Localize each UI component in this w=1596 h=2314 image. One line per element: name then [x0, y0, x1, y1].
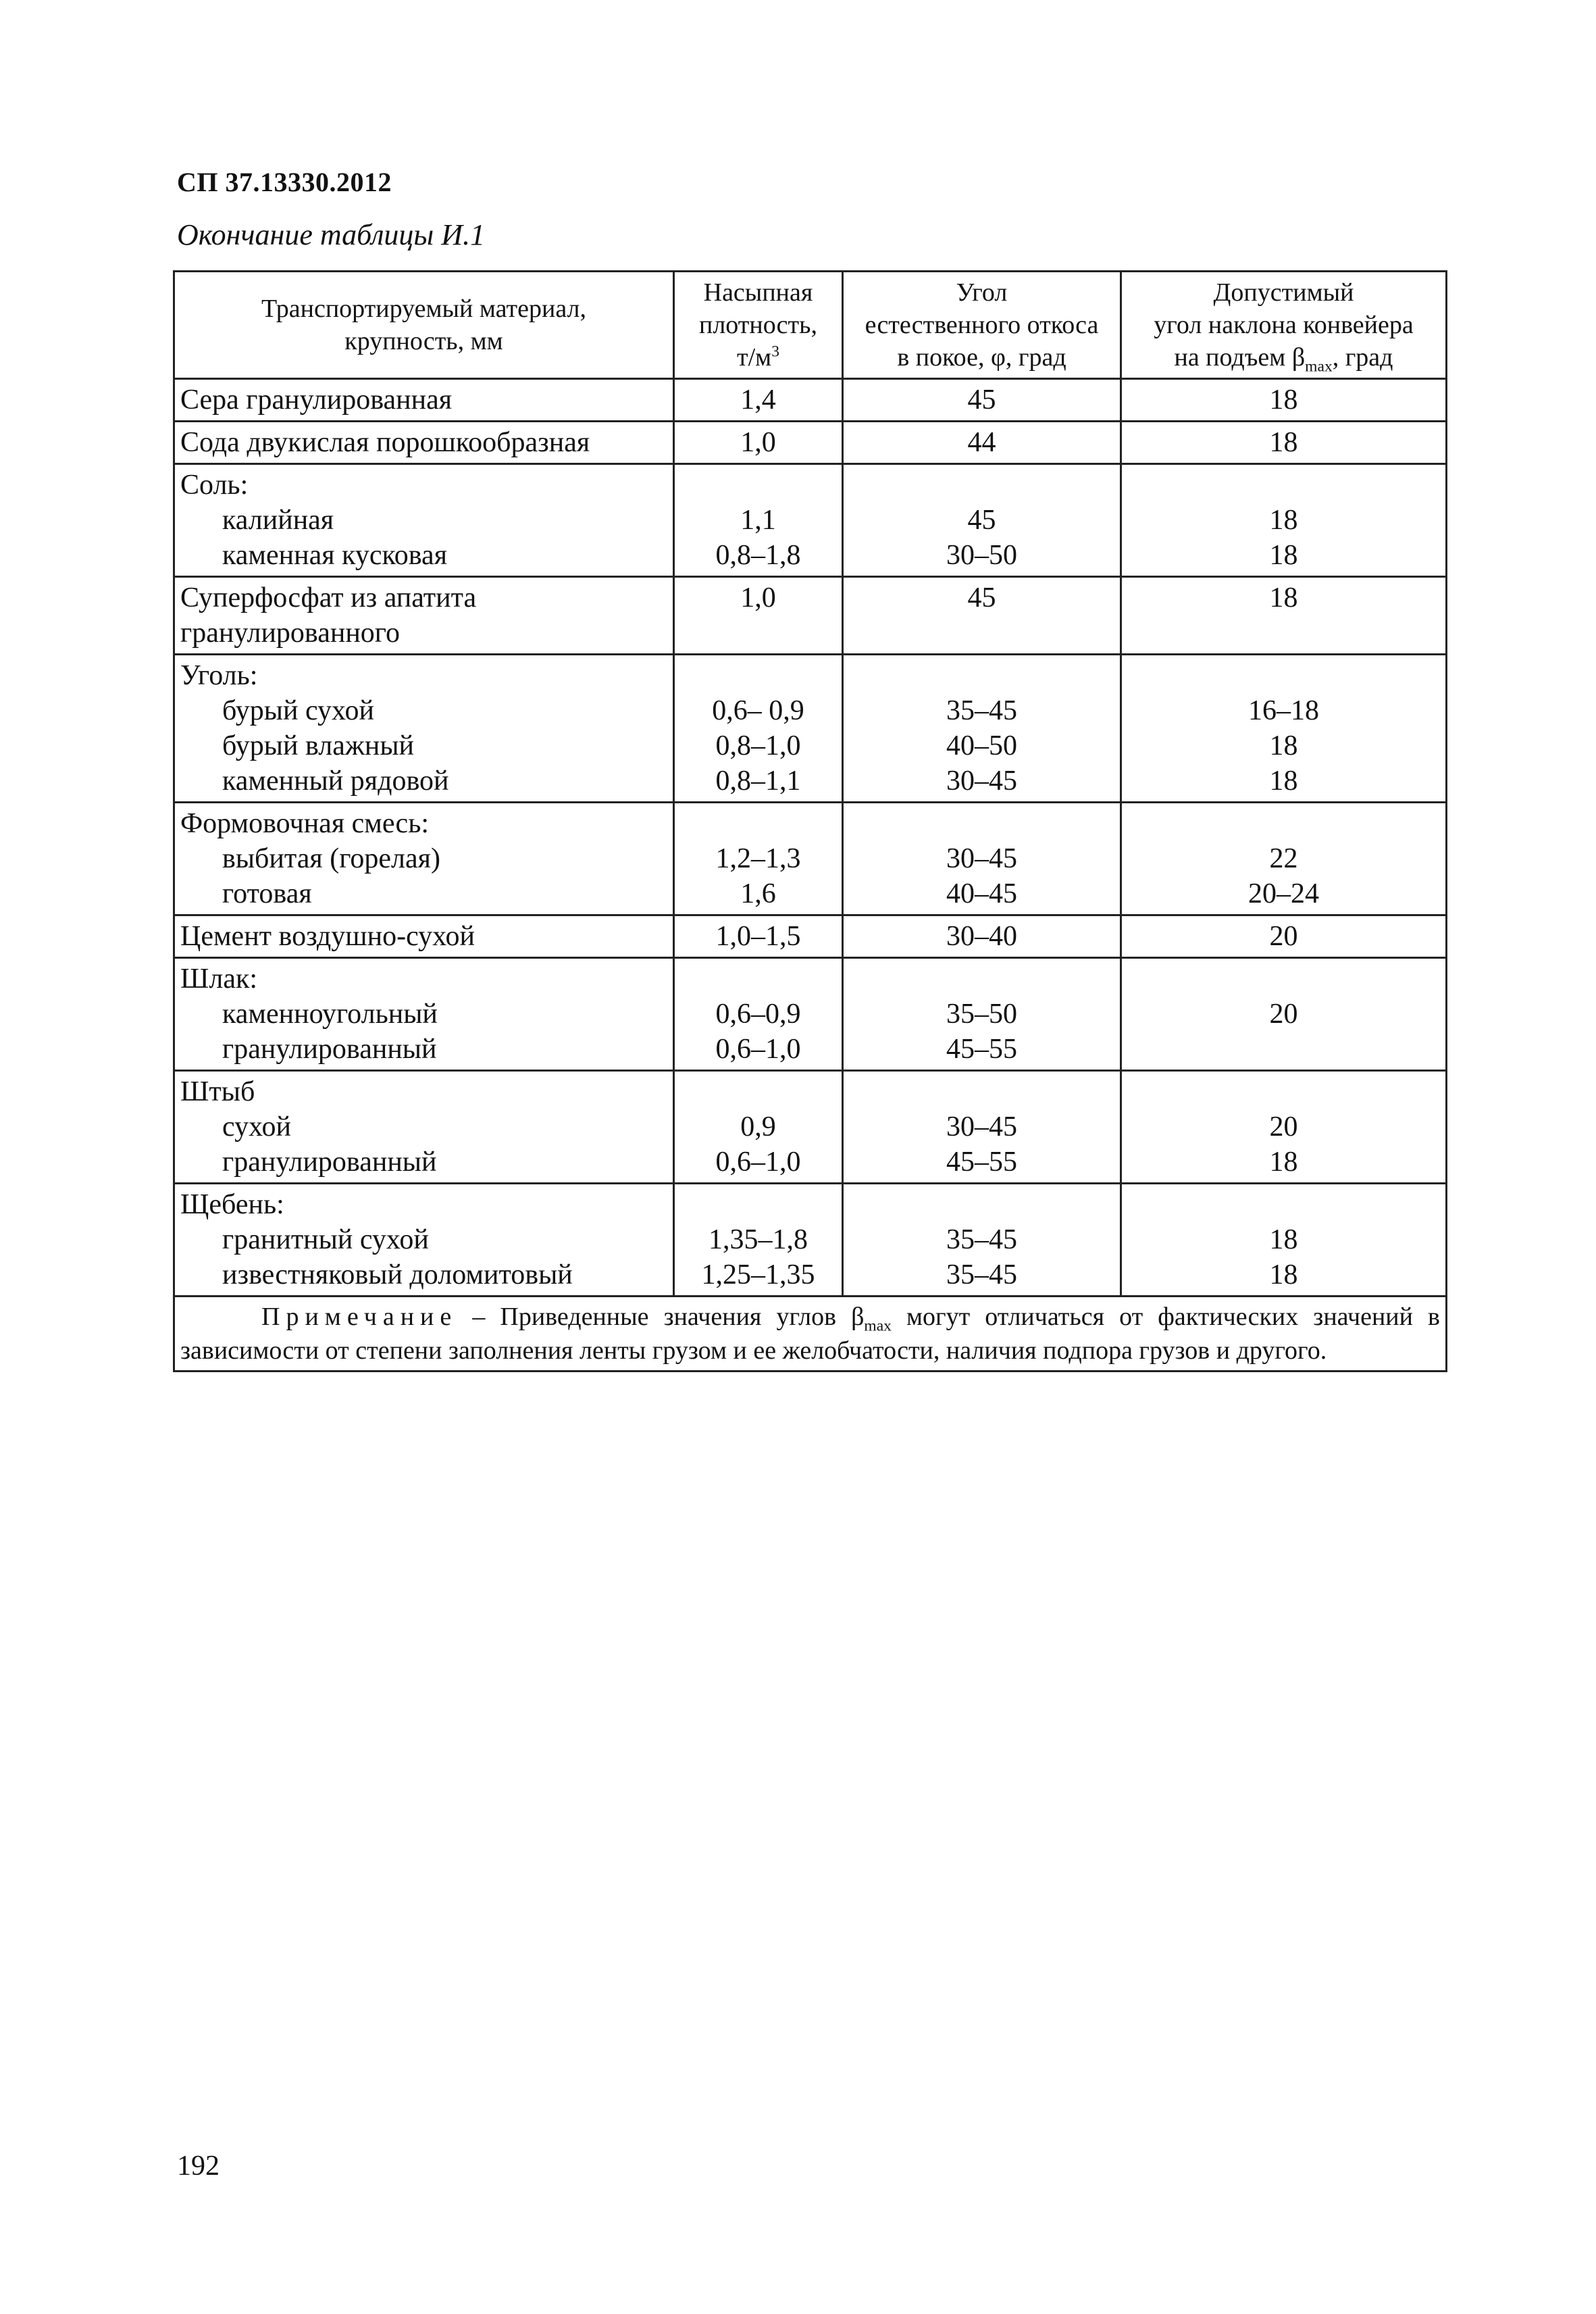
material-cell-line: каменноугольный: [222, 999, 438, 1030]
angle-cell-line: 35–50: [946, 999, 1017, 1030]
angle-cell-line: [849, 1187, 1114, 1222]
material-cell-line: Цемент воздушно-сухой: [180, 921, 475, 952]
material-cell: [174, 1071, 674, 1184]
table-row: [174, 577, 1447, 655]
angle-cell: [843, 958, 1121, 1071]
max-angle-cell-line: 18: [1269, 505, 1298, 536]
max-angle-cell-line: [1127, 961, 1440, 997]
table-row: [174, 1184, 1447, 1297]
max-angle-cell-line: [1127, 806, 1440, 841]
material-cell-line: гранулированного: [180, 618, 400, 649]
table-row: [174, 1071, 1447, 1184]
header-material-line: Транспортируемый материал,: [261, 295, 587, 323]
density-cell-line: 0,8–1,0: [715, 730, 801, 761]
material-cell: [174, 655, 674, 803]
angle-cell-line: 45: [967, 384, 996, 416]
max-angle-cell-line: 20: [1269, 999, 1298, 1030]
angle-cell: [843, 422, 1121, 464]
table-body: [174, 379, 1447, 1297]
table-header-row: [174, 272, 1447, 379]
header-density-line: плотность,: [699, 311, 817, 339]
material-cell-line: Штыб: [180, 1076, 255, 1107]
angle-cell-line: [849, 468, 1114, 503]
material-cell: [174, 577, 674, 655]
max-angle-cell: [1121, 464, 1447, 577]
angle-cell: [843, 379, 1121, 422]
material-cell-line: каменная кусковая: [222, 540, 448, 571]
angle-cell-line: 45–55: [946, 1147, 1017, 1178]
density-cell-line: 1,6: [740, 878, 776, 909]
header-material: [174, 272, 674, 379]
table-row: [174, 958, 1447, 1071]
density-cell-line: 0,8–1,8: [715, 540, 801, 571]
angle-cell-line: 35–45: [946, 1259, 1017, 1290]
material-cell-line: гранулированный: [222, 1034, 437, 1065]
material-cell-line: Суперфосфат из апатита: [180, 582, 477, 613]
density-cell-line: [680, 658, 836, 693]
angle-cell-line: 35–45: [946, 695, 1017, 726]
table-row: [174, 379, 1447, 422]
density-cell: [674, 379, 843, 422]
max-angle-cell-line: 18: [1269, 427, 1298, 458]
table-row: [174, 655, 1447, 803]
header-angle-line: в покое, φ, град: [897, 343, 1066, 372]
material-cell: [174, 1184, 674, 1297]
table-row: [174, 915, 1447, 958]
density-cell-line: [680, 1074, 836, 1109]
material-cell: [174, 464, 674, 577]
header-density-line: Насыпная: [703, 278, 813, 307]
max-angle-cell-line: [1127, 1074, 1440, 1109]
material-cell-line: Сера гранулированная: [180, 384, 453, 416]
header-density: [674, 272, 843, 379]
max-angle-cell: [1121, 915, 1447, 958]
max-angle-cell-line: 18: [1269, 384, 1298, 416]
material-cell-line: выбитая (горелая): [222, 843, 440, 874]
header-max-incline: [1121, 272, 1447, 379]
max-angle-cell-line: [1127, 615, 1440, 651]
max-angle-cell: [1121, 422, 1447, 464]
material-cell-line: Сода двукислая порошкообразная: [180, 427, 590, 458]
header-max-line: Допустимый: [1213, 278, 1354, 307]
material-cell: [174, 379, 674, 422]
angle-cell-line: 40–50: [946, 730, 1017, 761]
note-row: [174, 1297, 1447, 1372]
density-cell-line: 1,2–1,3: [715, 843, 801, 874]
max-angle-cell-line: 20: [1269, 921, 1298, 952]
density-unit-superscript: 3: [771, 343, 779, 361]
angle-cell-line: 35–45: [946, 1224, 1017, 1255]
max-angle-cell-line: 18: [1269, 1147, 1298, 1178]
max-angle-cell-line: 18: [1269, 730, 1298, 761]
max-angle-cell: [1121, 1184, 1447, 1297]
material-cell: [174, 803, 674, 915]
material-cell-line: бурый сухой: [222, 695, 374, 726]
max-angle-cell-line: 18: [1269, 765, 1298, 797]
table-row: [174, 803, 1447, 915]
material-cell-line: гранитный сухой: [222, 1224, 429, 1255]
density-unit-text: т/м: [737, 343, 772, 372]
header-max-line: [1126, 341, 1441, 374]
angle-cell: [843, 464, 1121, 577]
material-cell-line: сухой: [222, 1111, 291, 1142]
table-note: [174, 1297, 1447, 1372]
angle-cell-line: 44: [967, 427, 996, 458]
density-cell-line: [680, 615, 836, 651]
density-cell-line: [680, 806, 836, 841]
table-caption: Окончание таблицы И.1: [177, 218, 485, 251]
density-cell-line: 1,0: [740, 427, 776, 458]
density-cell: [674, 803, 843, 915]
density-cell-line: 0,6– 0,9: [712, 695, 804, 726]
max-angle-cell-line: 18: [1269, 1224, 1298, 1255]
material-cell-line: готовая: [222, 878, 312, 909]
table-row: [174, 464, 1447, 577]
header-max-subscript: max: [1305, 357, 1333, 376]
density-cell-line: [680, 961, 836, 997]
max-angle-cell-line: [1127, 658, 1440, 693]
angle-cell: [843, 577, 1121, 655]
angle-cell-line: [849, 615, 1114, 651]
angle-cell-line: 30–40: [946, 921, 1017, 952]
header-max-text: на подъем β: [1174, 343, 1306, 372]
material-cell-line: Формовочная смесь:: [180, 808, 430, 839]
angle-cell-line: [849, 658, 1114, 693]
header-material-line: крупность, мм: [344, 327, 503, 355]
material-cell-line: Щебень:: [180, 1189, 284, 1220]
material-cell-line: калийная: [222, 505, 334, 536]
max-angle-cell-line: 22: [1269, 843, 1298, 874]
max-angle-cell: [1121, 379, 1447, 422]
density-cell: [674, 915, 843, 958]
angle-cell-line: [849, 1074, 1114, 1109]
header-max-line: угол наклона конвейера: [1154, 311, 1414, 339]
max-angle-cell: [1121, 803, 1447, 915]
material-cell-line: Шлак:: [180, 963, 258, 995]
angle-cell: [843, 915, 1121, 958]
density-cell-line: 1,0–1,5: [715, 921, 801, 952]
materials-table: [173, 270, 1447, 1372]
angle-cell-line: 45–55: [946, 1034, 1017, 1065]
density-cell: [674, 655, 843, 803]
angle-cell-line: 30–45: [946, 765, 1017, 797]
material-cell-line: гранулированный: [222, 1147, 437, 1178]
header-angle-line: естественного откоса: [865, 311, 1099, 339]
angle-cell-line: 40–45: [946, 878, 1017, 909]
angle-cell: [843, 803, 1121, 915]
max-angle-cell-line: [1127, 468, 1440, 503]
material-cell-line: известняковый доломитовый: [222, 1259, 573, 1290]
max-angle-cell: [1121, 1071, 1447, 1184]
density-cell: [674, 422, 843, 464]
density-cell-line: 0,8–1,1: [715, 765, 801, 797]
note-subscript: max: [864, 1317, 892, 1335]
angle-cell-line: 30–45: [946, 1111, 1017, 1142]
note-text-after: могут отличаться от фактических значений в зависимости от степени заполнения ленты грузом и ее желобчатости, наличия подпора грузов и другого.: [180, 1303, 1440, 1365]
angle-cell-line: [849, 806, 1114, 841]
density-cell-line: 1,1: [740, 505, 776, 536]
note-text-before: – Приведенные значения углов β: [457, 1303, 865, 1331]
angle-cell-line: 45: [967, 582, 996, 613]
max-angle-cell-line: 20–24: [1248, 878, 1319, 909]
angle-cell: [843, 1071, 1121, 1184]
material-cell-line: Уголь:: [180, 660, 258, 691]
max-angle-cell-line: [1127, 1032, 1440, 1067]
density-cell-line: 0,6–1,0: [715, 1147, 801, 1178]
angle-cell: [843, 1184, 1121, 1297]
density-cell-line: 0,6–0,9: [715, 999, 801, 1030]
header-density-unit: [679, 341, 838, 374]
angle-cell: [843, 655, 1121, 803]
density-cell-line: 1,4: [740, 384, 776, 416]
material-cell: [174, 915, 674, 958]
density-cell-line: [680, 1187, 836, 1222]
density-cell-line: 0,6–1,0: [715, 1034, 801, 1065]
table-row: [174, 422, 1447, 464]
max-angle-cell-line: 18: [1269, 1259, 1298, 1290]
density-cell: [674, 1071, 843, 1184]
material-cell-line: Соль:: [180, 470, 249, 501]
angle-cell-line: [849, 961, 1114, 997]
max-angle-cell-line: [1127, 1187, 1440, 1222]
density-cell: [674, 577, 843, 655]
density-cell-line: 1,35–1,8: [709, 1224, 808, 1255]
density-cell: [674, 958, 843, 1071]
max-angle-cell-line: 18: [1269, 582, 1298, 613]
density-cell: [674, 1184, 843, 1297]
max-angle-cell-line: 20: [1269, 1111, 1298, 1142]
header-angle-line: Угол: [956, 278, 1008, 307]
document-code: СП 37.13330.2012: [177, 167, 392, 197]
note-lead: Примечание: [261, 1303, 458, 1331]
angle-cell-line: 30–50: [946, 540, 1017, 571]
material-cell-line: каменный рядовой: [222, 765, 449, 797]
angle-cell-line: 45: [967, 505, 996, 536]
density-cell-line: 1,0: [740, 582, 776, 613]
density-cell-line: [680, 468, 836, 503]
header-max-unit: , град: [1332, 343, 1393, 372]
max-angle-cell-line: 16–18: [1248, 695, 1319, 726]
material-cell: [174, 958, 674, 1071]
header-angle-of-repose: [843, 272, 1121, 379]
density-cell-line: 1,25–1,35: [701, 1259, 815, 1290]
material-cell-line: бурый влажный: [222, 730, 415, 761]
max-angle-cell: [1121, 655, 1447, 803]
max-angle-cell-line: 18: [1269, 540, 1298, 571]
max-angle-cell: [1121, 577, 1447, 655]
max-angle-cell: [1121, 958, 1447, 1071]
page-number: 192: [177, 2150, 220, 2182]
angle-cell-line: 30–45: [946, 843, 1017, 874]
density-cell-line: 0,9: [740, 1111, 776, 1142]
material-cell: [174, 422, 674, 464]
density-cell: [674, 464, 843, 577]
